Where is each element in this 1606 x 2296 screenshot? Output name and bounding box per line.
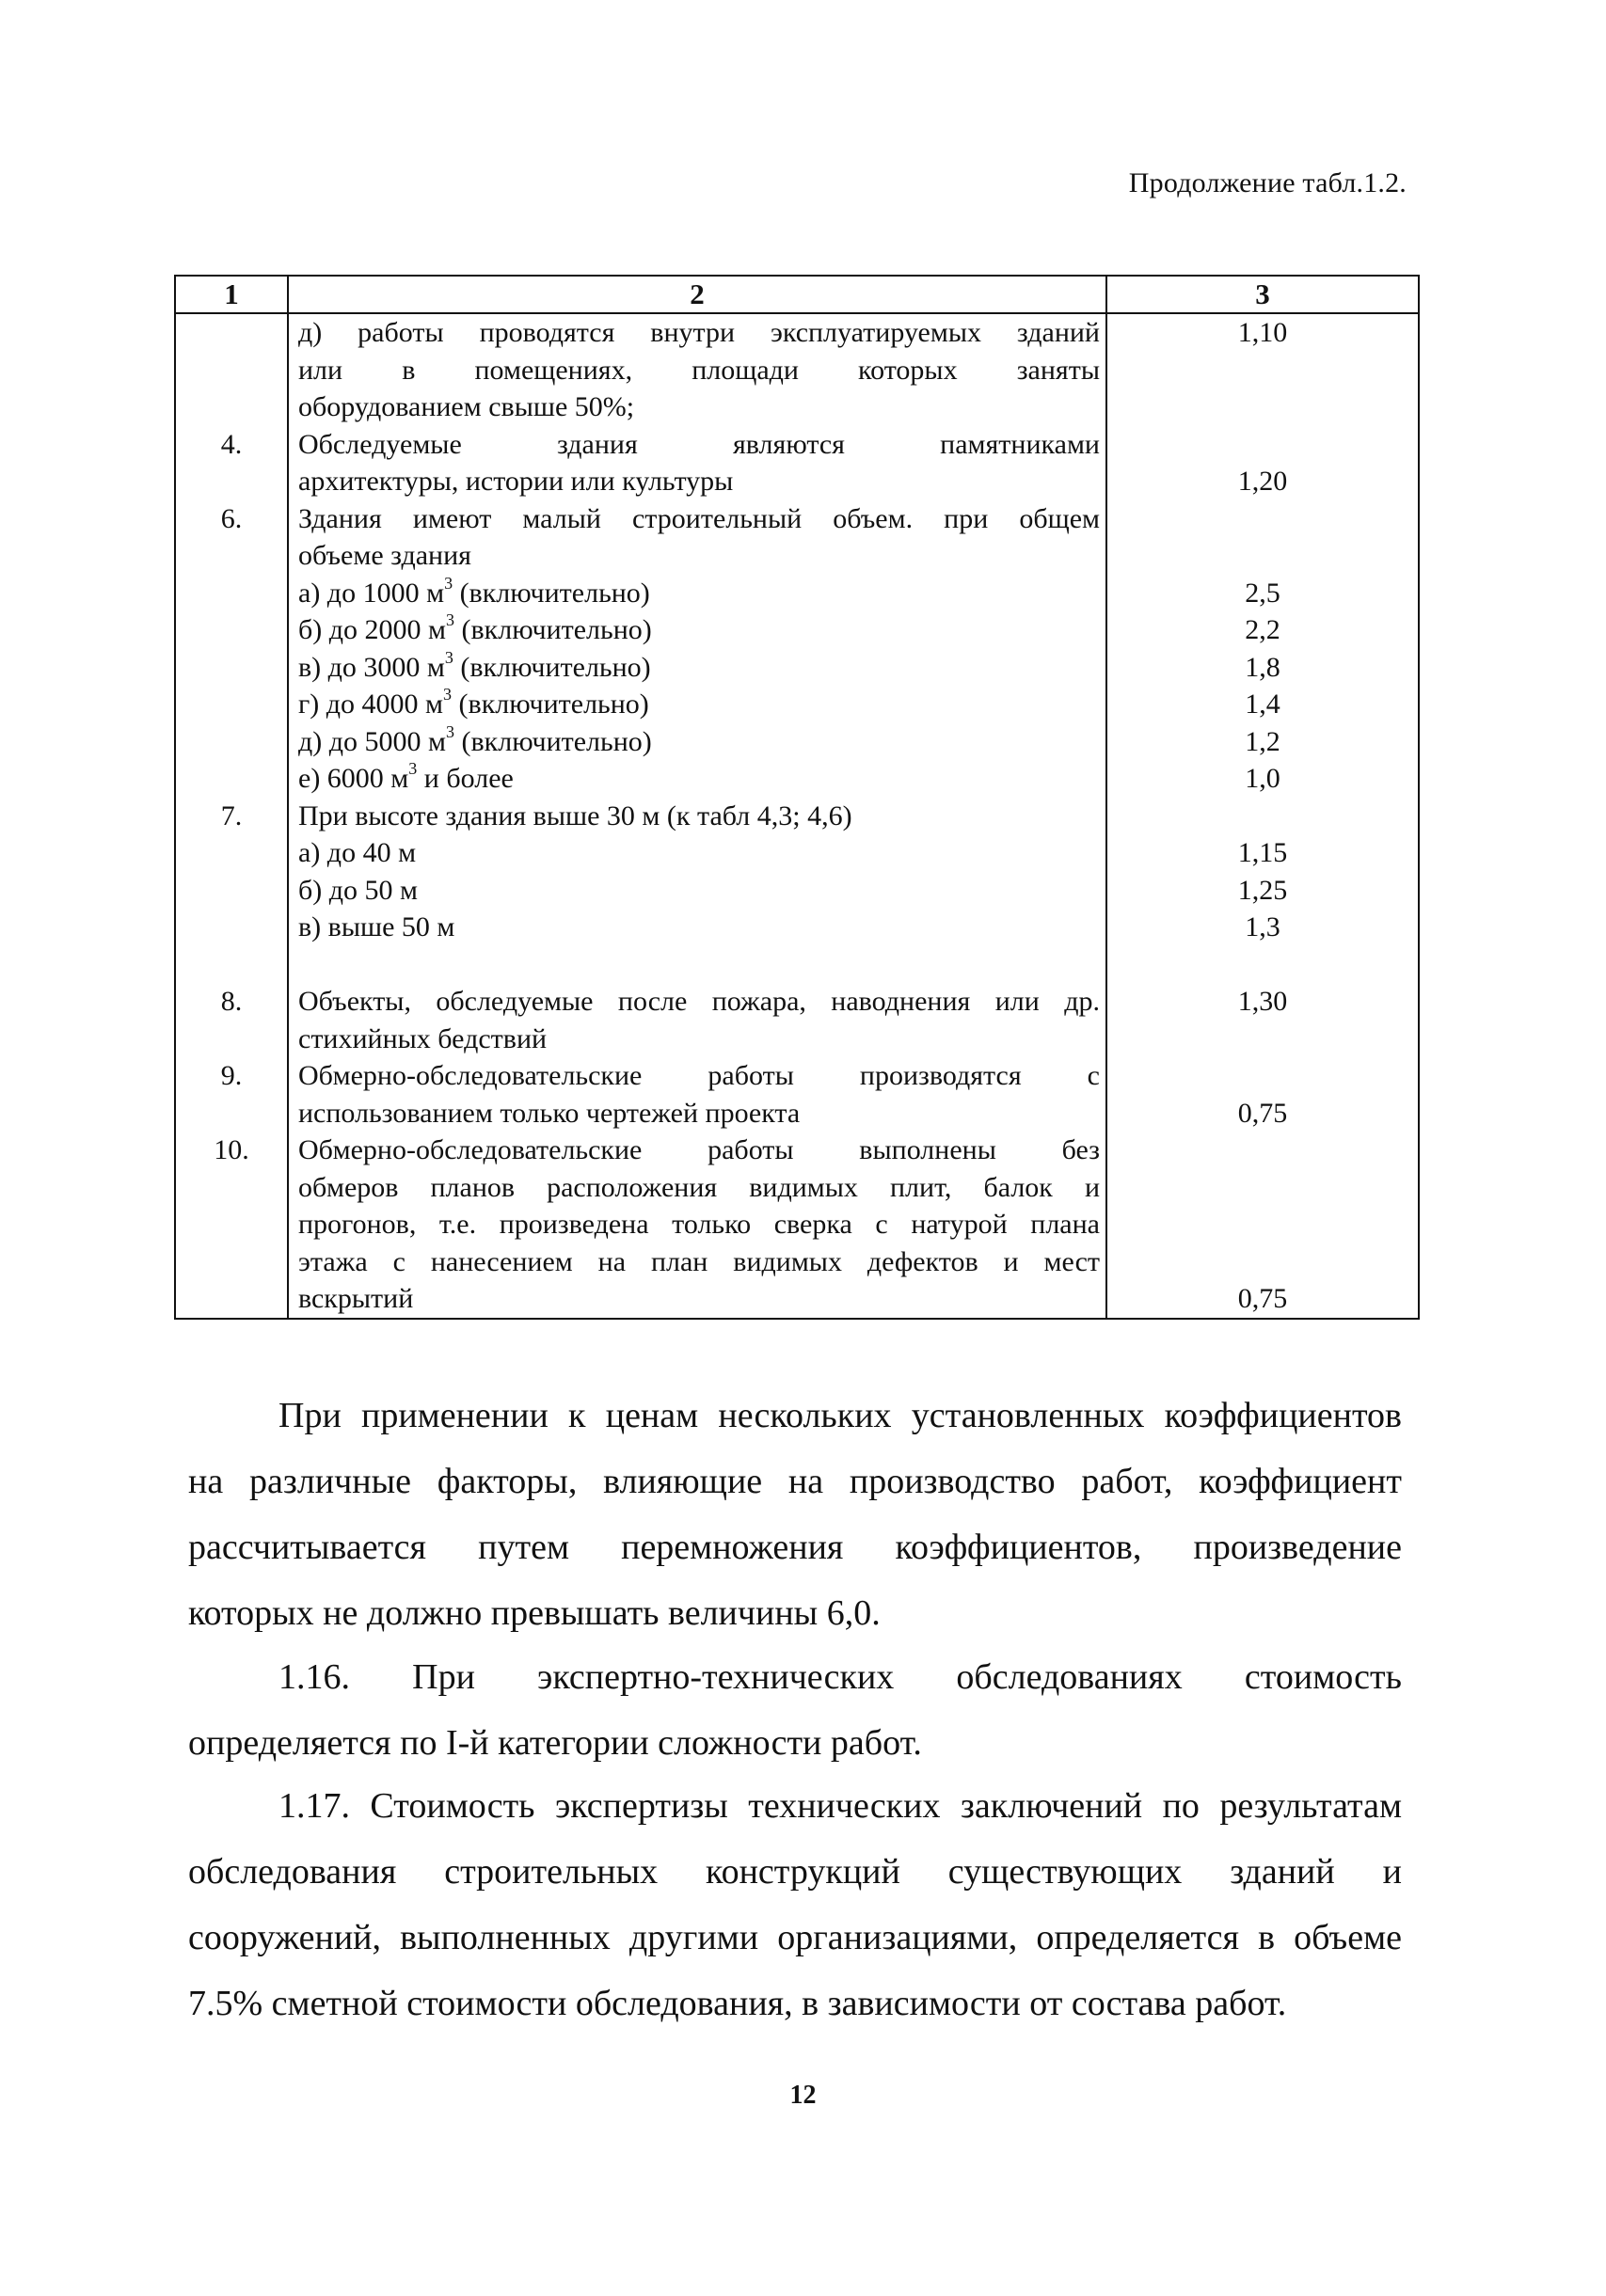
description-line xyxy=(298,723,1100,761)
paragraph-line: определяется по I-й категории сложности работ. xyxy=(188,1723,922,1763)
description-line: Обмерно-обследовательские работы производятся с xyxy=(298,1060,1100,1091)
description-line: вскрытий xyxy=(298,1283,414,1314)
description-line-text: б) до 2000 м xyxy=(298,614,447,645)
description-line-text: в) до 3000 м xyxy=(298,651,445,683)
paragraph-line: 1.16. При экспертно-технических обследованиях стоимость xyxy=(278,1657,1402,1697)
coefficient-value: 0,75 xyxy=(1237,1283,1288,1314)
paragraph-line: на различные факторы, влияющие на производство работ, коэффициент xyxy=(188,1462,1402,1501)
coefficient-value: 1,4 xyxy=(1245,689,1280,720)
description-line-suffix: (включительно) xyxy=(454,725,652,757)
unit-superscript: 3 xyxy=(443,685,453,704)
row-number-text: 6. xyxy=(220,502,243,534)
unit-superscript: 3 xyxy=(446,721,455,741)
description-line-suffix: и более xyxy=(417,763,514,794)
description-line-text: е) 6000 м xyxy=(298,763,409,794)
coefficient-value: 0,75 xyxy=(1237,1097,1288,1129)
paragraph xyxy=(188,1644,1402,1776)
table-row xyxy=(175,798,1419,984)
row-number xyxy=(175,798,288,984)
description-line: использованием только чертежей проекта xyxy=(298,1097,801,1129)
coefficient-value xyxy=(1107,537,1418,575)
description-line-suffix: (включительно) xyxy=(453,577,650,609)
row-number xyxy=(175,983,288,1057)
table-row xyxy=(175,500,1419,798)
unit-superscript: 3 xyxy=(408,759,418,778)
row-number-text: 7. xyxy=(220,800,243,831)
coefficient-value xyxy=(1107,426,1418,464)
description-line xyxy=(298,760,1100,798)
coefficient-value: 1,0 xyxy=(1245,763,1280,794)
description-line: д) работы проводятся внутри эксплуатируемых зданий xyxy=(298,317,1100,348)
description-line: б) до 50 м xyxy=(298,874,419,906)
row-number-text: 9. xyxy=(220,1060,243,1091)
row-coefficient xyxy=(1106,983,1419,1057)
paragraph-line: При применении к ценам нескольких установленных коэффициентов xyxy=(278,1396,1402,1435)
row-description xyxy=(288,1132,1106,1319)
description-line xyxy=(298,649,1100,687)
description-line: прогонов, т.е. произведена только сверка с натурой плана xyxy=(298,1209,1100,1240)
row-number-text: 4. xyxy=(220,428,243,460)
row-description xyxy=(288,798,1106,984)
row-number-text: 8. xyxy=(220,986,243,1017)
description-line: оборудованием свыше 50%; xyxy=(298,391,635,422)
coefficients-table xyxy=(174,275,1420,1320)
description-line xyxy=(298,611,1100,649)
row-number xyxy=(175,1132,288,1319)
coefficient-value xyxy=(1107,1057,1418,1095)
row-number xyxy=(175,426,288,500)
row-description xyxy=(288,1057,1106,1132)
paragraph-line: рассчитывается путем перемножения коэффициентов, произведение xyxy=(188,1528,1402,1567)
table-row xyxy=(175,426,1419,500)
unit-superscript: 3 xyxy=(446,610,455,629)
paragraph-line: сооружений, выполненных другими организациями, определяется в объеме xyxy=(188,1918,1402,1957)
description-line: обмеров планов расположения видимых плит, балок и xyxy=(298,1171,1100,1203)
description-line: При высоте здания выше 30 м (к табл 4,3; 4,6) xyxy=(298,800,852,831)
paragraph xyxy=(188,1773,1402,2036)
table-row xyxy=(175,983,1419,1057)
description-line-text: а) до 1000 м xyxy=(298,577,445,609)
coefficient-value xyxy=(1107,946,1418,984)
coefficient-value: 1,30 xyxy=(1237,986,1288,1017)
row-description xyxy=(288,313,1106,426)
description-line: или в помещениях, площади которых заняты xyxy=(298,354,1100,386)
description-line: Обследуемые здания являются памятниками xyxy=(298,428,1100,460)
row-number-text xyxy=(176,314,287,352)
description-line: в) выше 50 м xyxy=(298,911,455,942)
row-coefficient xyxy=(1106,1132,1419,1319)
coefficient-value xyxy=(1107,1206,1418,1243)
column-header-2: 2 xyxy=(288,276,1106,313)
row-description xyxy=(288,426,1106,500)
row-number-text: 10. xyxy=(214,1134,249,1165)
coefficient-value: 1,10 xyxy=(1237,317,1288,348)
table-header-row xyxy=(175,276,1419,313)
row-number xyxy=(175,1057,288,1132)
description-line-text: г) до 4000 м xyxy=(298,689,444,720)
table-row xyxy=(175,313,1419,426)
coefficient-value xyxy=(1107,798,1418,835)
paragraph xyxy=(188,1383,1402,1646)
column-header-3: 3 xyxy=(1106,276,1419,313)
row-coefficient xyxy=(1106,500,1419,798)
table-body xyxy=(175,313,1419,1319)
description-line-text: д) до 5000 м xyxy=(298,725,447,757)
coefficient-value xyxy=(1107,1169,1418,1207)
coefficient-value: 1,20 xyxy=(1237,466,1288,497)
unit-superscript: 3 xyxy=(444,573,453,593)
description-line-suffix: (включительно) xyxy=(454,614,652,645)
blank-line xyxy=(298,946,1100,984)
description-line: архитектуры, истории или культуры xyxy=(298,466,734,497)
coefficient-value: 2,5 xyxy=(1245,577,1280,609)
paragraph-line: обследования строительных конструкций существующих зданий и xyxy=(188,1852,1402,1892)
description-line: стихийных бедствий xyxy=(298,1022,548,1054)
description-line xyxy=(298,686,1100,723)
table-continuation-label: Продолжение табл.1.2. xyxy=(1128,167,1407,198)
coefficient-value xyxy=(1107,1132,1418,1169)
coefficient-value: 2,2 xyxy=(1245,614,1280,645)
description-line: а) до 40 м xyxy=(298,837,417,868)
coefficient-value: 1,3 xyxy=(1245,911,1280,942)
coefficient-value xyxy=(1107,500,1418,538)
table-row xyxy=(175,1132,1419,1319)
description-line: объеме здания xyxy=(298,540,471,571)
row-coefficient xyxy=(1106,313,1419,426)
description-line: этажа с нанесением на план видимых дефектов и мест xyxy=(298,1245,1100,1277)
column-header-1: 1 xyxy=(175,276,288,313)
coefficient-value xyxy=(1107,1021,1418,1058)
row-description xyxy=(288,500,1106,798)
paragraph-line: которых не должно превышать величины 6,0. xyxy=(188,1593,881,1633)
description-line: Здания имеют малый строительный объем. при общем xyxy=(298,502,1100,534)
unit-superscript: 3 xyxy=(444,647,453,667)
coefficient-value: 1,25 xyxy=(1237,874,1288,906)
description-line-suffix: (включительно) xyxy=(452,689,649,720)
coefficient-value xyxy=(1107,1243,1418,1281)
coefficient-value xyxy=(1107,352,1418,389)
description-line: Объекты, обследуемые после пожара, наводнения или др. xyxy=(298,986,1100,1017)
description-line xyxy=(298,575,1100,612)
paragraph-line: 7.5% сметной стоимости обследования, в зависимости от состава работ. xyxy=(188,1984,1287,2023)
row-coefficient xyxy=(1106,426,1419,500)
row-coefficient xyxy=(1106,1057,1419,1132)
description-line-suffix: (включительно) xyxy=(453,651,651,683)
paragraph-line: 1.17. Стоимость экспертизы технических заключений по результатам xyxy=(278,1786,1402,1826)
description-line: Обмерно-обследовательские работы выполнены без xyxy=(298,1134,1100,1165)
row-coefficient xyxy=(1106,798,1419,984)
coefficient-value: 1,2 xyxy=(1245,725,1280,757)
row-description xyxy=(288,983,1106,1057)
row-number xyxy=(175,313,288,426)
row-number xyxy=(175,500,288,798)
coefficient-value xyxy=(1107,388,1418,426)
table-row xyxy=(175,1057,1419,1132)
page-number: 12 xyxy=(789,2081,817,2110)
coefficient-value: 1,15 xyxy=(1237,837,1288,868)
coefficient-value: 1,8 xyxy=(1245,651,1280,683)
